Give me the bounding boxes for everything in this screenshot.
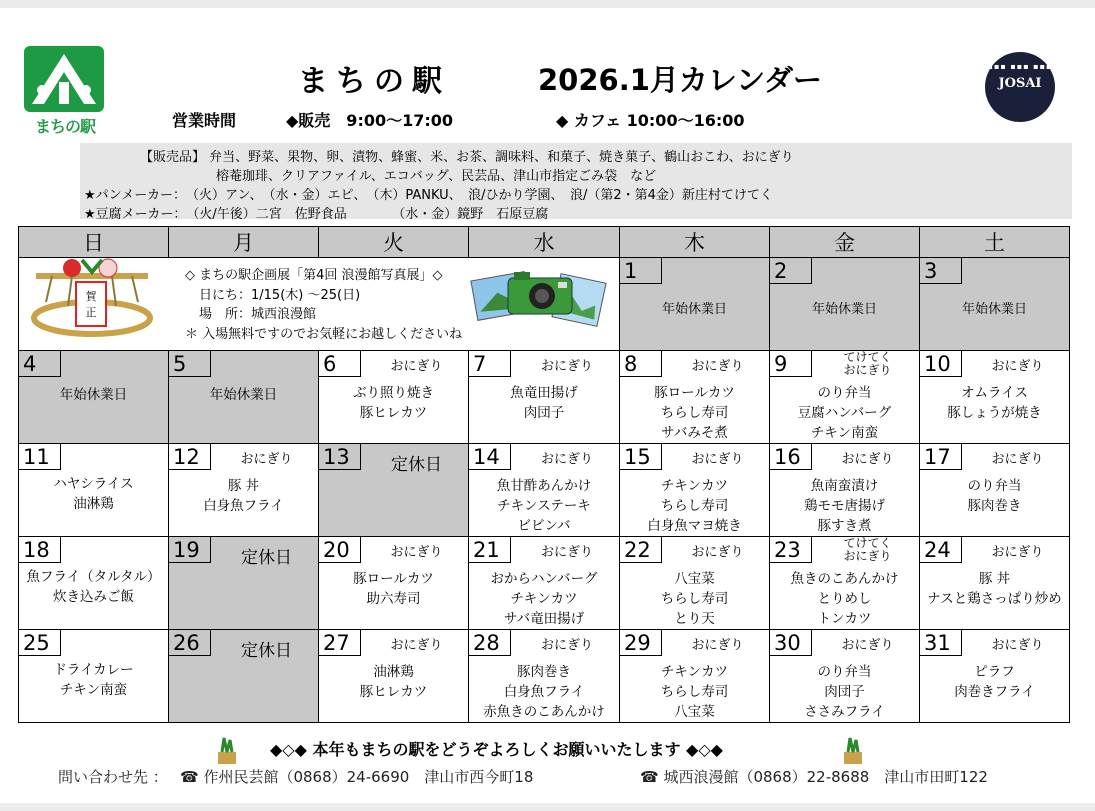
- menu-list: [620, 383, 769, 443]
- menu-item: 助六寿司: [366, 591, 421, 607]
- menu-item: 豚ロールカツ: [654, 385, 735, 401]
- menu-list: [920, 569, 1069, 609]
- menu-item: チキンステーキ: [497, 498, 591, 514]
- tag-label: おにぎり: [390, 359, 443, 374]
- bread-makers: ★パンメーカー： （火）アン、 （水・金）エピ、 （木）PANKU、 浪/ひかり学園、 浪/（第2・第4金）新庄村てけてく: [84, 188, 773, 203]
- menu-item: チキンカツ: [660, 478, 729, 494]
- day-cell: [19, 537, 169, 630]
- menu-item: 年始休業日: [209, 387, 278, 403]
- menu-item: 豚ロールカツ: [353, 571, 434, 587]
- exhibit-line: 場 所：城西浪漫館: [199, 307, 317, 322]
- day-cell: [770, 258, 920, 351]
- products-line2: 榕菴珈琲、クリアファイル、エコバッグ、民芸品、津山市指定ごみ袋 など: [216, 169, 657, 184]
- day-number: 2: [770, 258, 812, 284]
- kadomatsu-left-icon: [214, 736, 240, 770]
- menu-item: ビビンバ: [517, 518, 571, 534]
- menu-item: 白身魚フライ: [503, 684, 585, 700]
- new-year-decoration-icon: [22, 256, 162, 346]
- menu-item: サバ竜田揚げ: [503, 611, 585, 627]
- menu-item: 肉巻きフライ: [954, 684, 1035, 700]
- day-number: 13: [319, 444, 361, 470]
- day-cell: [169, 630, 319, 723]
- menu-item: ドライカレー: [53, 662, 134, 678]
- exhibit-line: ◇ まちの駅企画展「第4回 浪漫館写真展」◇: [185, 268, 443, 283]
- day-number: 12: [169, 444, 211, 470]
- day-cell: [19, 351, 169, 444]
- day-cell: [620, 258, 770, 351]
- weekday-header: 土: [920, 227, 1070, 258]
- day-number: 18: [19, 537, 61, 563]
- closed-day-label: 定休日: [241, 641, 292, 661]
- menu-item: 肉団子: [824, 684, 865, 700]
- weekday-header: 月: [169, 227, 319, 258]
- day-number: 10: [920, 351, 962, 377]
- day-cell: [319, 537, 469, 630]
- day-cell: [19, 444, 169, 537]
- contact-josai: ☎ 城西浪漫館（0868）22-8688 津山市田町122: [640, 768, 988, 786]
- menu-item: チキンカツ: [510, 591, 578, 607]
- page-title: まちの駅: [298, 64, 450, 99]
- menu-item: 魚竜田揚げ: [510, 385, 578, 401]
- weekday-header: 水: [469, 227, 620, 258]
- day-number: 5: [169, 351, 211, 377]
- logo-text: まちの駅: [34, 117, 95, 136]
- tag-label: おにぎり: [841, 452, 894, 467]
- menu-item: ちらし寿司: [660, 498, 729, 514]
- weekday-header: 日: [19, 227, 169, 258]
- day-cell: [770, 537, 920, 630]
- day-cell: [620, 351, 770, 444]
- exhibit-notice: [185, 266, 462, 344]
- day-cell: [920, 351, 1070, 444]
- tag-label: おにぎり: [841, 638, 894, 653]
- menu-item: 八宝菜: [674, 571, 715, 587]
- menu-item: 年始休業日: [59, 387, 128, 403]
- day-cell: [620, 630, 770, 723]
- menu-item: 赤魚きのこあんかけ: [483, 704, 605, 720]
- menu-list: [169, 385, 318, 405]
- closed-note: 年始休業日: [961, 302, 1027, 317]
- menu-item: ナスと鶏さっぱり炒め: [927, 591, 1062, 607]
- menu-item: ハヤシライス: [53, 476, 134, 492]
- machi-no-eki-logo: [24, 46, 106, 142]
- menu-list: [319, 383, 468, 423]
- menu-item: のり弁当: [817, 385, 872, 401]
- logo-mark-icon: [24, 46, 104, 112]
- menu-list: [469, 569, 619, 629]
- menu-list: [920, 662, 1069, 702]
- tag-label: おにぎり: [390, 545, 443, 560]
- menu-item: 豚 丼: [227, 478, 260, 494]
- menu-item: ささみフライ: [804, 704, 885, 720]
- menu-item: サバみそ煮: [661, 425, 728, 441]
- menu-list: [620, 662, 769, 722]
- day-cell: [169, 537, 319, 630]
- menu-list: [319, 569, 468, 609]
- day-cell: [319, 630, 469, 723]
- menu-item: 豚ヒレカツ: [359, 684, 428, 700]
- day-number: 26: [169, 630, 211, 656]
- tag-label: おにぎり: [691, 452, 744, 467]
- menu-list: [770, 569, 919, 629]
- tag-label: おにぎり: [691, 359, 744, 374]
- day-number: 16: [770, 444, 812, 470]
- day-cell: [469, 630, 620, 723]
- menu-item: チキンカツ: [660, 664, 729, 680]
- tag-label: おにぎり: [691, 638, 744, 653]
- day-number: 9: [770, 351, 812, 377]
- day-cell: [469, 351, 620, 444]
- menu-item: のり弁当: [967, 478, 1022, 494]
- day-number: 4: [19, 351, 61, 377]
- day-number: 24: [920, 537, 962, 563]
- tag-label: てけてく おにぎり: [843, 536, 892, 563]
- day-cell: [620, 444, 770, 537]
- menu-list: [19, 385, 168, 405]
- menu-item: 魚甘酢あんかけ: [496, 478, 592, 494]
- kadomatsu-right-icon: [840, 736, 866, 770]
- day-cell: [920, 630, 1070, 723]
- closed-note: 年始休業日: [811, 302, 877, 317]
- menu-item: ちらし寿司: [660, 591, 729, 607]
- menu-list: [620, 569, 769, 629]
- menu-item: オムライス: [961, 385, 1028, 401]
- menu-item: とりめし: [817, 591, 872, 607]
- day-cell: [469, 444, 620, 537]
- seal-text: JOSAI: [998, 76, 1042, 91]
- weekday-header: 木: [620, 227, 770, 258]
- day-cell: [169, 444, 319, 537]
- svg-text:正: 正: [85, 306, 97, 319]
- day-cell: [19, 630, 169, 723]
- day-cell: [920, 258, 1070, 351]
- menu-item: 豚ヒレカツ: [359, 405, 428, 421]
- closed-note: 年始休業日: [661, 302, 727, 317]
- menu-item: おからハンバーグ: [490, 571, 598, 587]
- day-number: 8: [620, 351, 662, 377]
- hours-label: 営業時間: [172, 111, 237, 130]
- tag-label: てけてく おにぎり: [843, 350, 892, 377]
- tag-label: おにぎり: [691, 545, 744, 560]
- greeting-text: ◆◇◆ 本年もまちの駅をどうぞよろしくお願いいたします ◆◇◆: [270, 740, 723, 759]
- day-cell: [920, 537, 1070, 630]
- menu-list: [19, 660, 168, 700]
- tag-label: おにぎり: [991, 359, 1044, 374]
- menu-list: [770, 662, 919, 722]
- day-number: 27: [319, 630, 361, 656]
- day-cell: [319, 444, 469, 537]
- day-number: 6: [319, 351, 361, 377]
- exhibit-line: 日にち：1/15(木) 〜25(日): [199, 287, 361, 303]
- tag-label: おにぎり: [540, 359, 593, 374]
- menu-list: [469, 476, 619, 536]
- menu-item: 白身魚フライ: [203, 498, 284, 514]
- tag-label: おにぎり: [540, 638, 593, 653]
- menu-item: ちらし寿司: [660, 405, 729, 421]
- menu-item: ピラフ: [974, 664, 1015, 680]
- day-cell: [620, 537, 770, 630]
- page-subtitle: 2026.1月カレンダー: [538, 63, 823, 97]
- day-number: 15: [620, 444, 662, 470]
- day-number: 23: [770, 537, 812, 563]
- seal-pattern-icon: ▪▪▪ ▪▪▪ ▪▪▪: [987, 62, 1053, 71]
- menu-list: [770, 476, 919, 536]
- closed-day-label: 定休日: [241, 548, 292, 568]
- day-number: 20: [319, 537, 361, 563]
- day-number: 22: [620, 537, 662, 563]
- tag-label: おにぎり: [540, 452, 593, 467]
- day-number: 19: [169, 537, 211, 563]
- contact-sakushu: ☎ 作州民芸館（0868）24-6690 津山市西今町18: [180, 768, 534, 786]
- day-number: 7: [469, 351, 511, 377]
- menu-item: のり弁当: [817, 664, 872, 680]
- products-line1: 【販売品】 弁当、野菜、果物、卵、漬物、蜂蜜、米、お茶、調味料、和菓子、焼き菓子、鶴山おこわ、おにぎり: [140, 150, 794, 165]
- menu-list: [620, 476, 769, 536]
- closed-day-label: 定休日: [391, 455, 442, 475]
- day-number: 28: [469, 630, 511, 656]
- menu-item: 魚南蛮漬け: [810, 478, 879, 494]
- menu-item: 八宝菜: [674, 704, 715, 720]
- menu-item: 豚すき煮: [817, 518, 872, 534]
- menu-item: ぶり照り焼き: [353, 385, 434, 401]
- menu-list: [469, 662, 619, 722]
- contact-label: 問い合わせ先 ：: [58, 768, 168, 786]
- day-number: 14: [469, 444, 511, 470]
- menu-list: [469, 383, 619, 423]
- tag-label: おにぎり: [240, 452, 293, 467]
- day-number: 31: [920, 630, 962, 656]
- day-cell: [770, 630, 920, 723]
- menu-list: [19, 474, 168, 514]
- menu-item: 肉団子: [523, 405, 565, 421]
- day-cell: [770, 444, 920, 537]
- menu-item: ちらし寿司: [660, 684, 729, 700]
- day-number: 3: [920, 258, 962, 284]
- menu-item: とり天: [674, 611, 715, 627]
- tag-label: おにぎり: [991, 638, 1044, 653]
- menu-item: 魚きのこあんかけ: [790, 571, 899, 587]
- menu-item: 豚 丼: [978, 571, 1011, 587]
- menu-item: チキン南蛮: [810, 425, 879, 441]
- day-cell: [319, 351, 469, 444]
- sales-hours: ◆販売 9:00〜17:00: [286, 111, 454, 130]
- day-number: 17: [920, 444, 962, 470]
- day-number: 25: [19, 630, 61, 656]
- top-band: [0, 0, 1095, 8]
- menu-item: 炊き込みご飯: [53, 589, 134, 605]
- day-cell: [169, 351, 319, 444]
- menu-list: [19, 567, 168, 607]
- svg-text:賀: 賀: [85, 290, 97, 303]
- weekday-header: 火: [319, 227, 469, 258]
- menu-item: 油淋鶏: [73, 496, 114, 512]
- menu-list: [920, 476, 1069, 516]
- josai-seal: [985, 52, 1055, 122]
- menu-list: [770, 383, 919, 443]
- tag-label: おにぎり: [540, 545, 593, 560]
- menu-list: [319, 662, 468, 702]
- tag-label: おにぎり: [390, 638, 443, 653]
- tag-label: おにぎり: [991, 545, 1044, 560]
- menu-item: チキン南蛮: [59, 682, 128, 698]
- day-number: 1: [620, 258, 662, 284]
- menu-item: 豚肉巻き: [967, 498, 1022, 514]
- menu-item: 鶏モモ唐揚げ: [804, 498, 885, 514]
- menu-item: 白身魚マヨ焼き: [647, 518, 742, 534]
- camera-photo-icon: [468, 264, 608, 336]
- tofu-makers: ★豆腐メーカー： （火/午後）二宮 佐野食品 （水・金）鏡野 石原豆腐: [84, 207, 549, 222]
- menu-item: 豚しょうが焼き: [947, 405, 1042, 421]
- menu-list: [169, 476, 318, 516]
- day-number: 30: [770, 630, 812, 656]
- day-number: 11: [19, 444, 61, 470]
- day-number: 21: [469, 537, 511, 563]
- bottom-band: [0, 803, 1095, 811]
- tag-label: おにぎり: [991, 452, 1044, 467]
- day-cell: [920, 444, 1070, 537]
- menu-item: 魚フライ（タルタル）: [26, 569, 161, 585]
- exhibit-line: ＊ 入場無料ですのでお気軽にお越しくださいね: [185, 326, 463, 342]
- day-cell: [770, 351, 920, 444]
- day-number: 29: [620, 630, 662, 656]
- day-cell: [469, 537, 620, 630]
- menu-item: 豚肉巻き: [517, 664, 571, 680]
- cafe-hours: ◆ カフェ 10:00〜16:00: [556, 111, 745, 130]
- menu-item: 豆腐ハンバーグ: [797, 405, 892, 421]
- weekday-header: 金: [770, 227, 920, 258]
- menu-item: トンカツ: [817, 611, 872, 627]
- menu-item: 油淋鶏: [373, 664, 414, 680]
- menu-list: [920, 383, 1069, 423]
